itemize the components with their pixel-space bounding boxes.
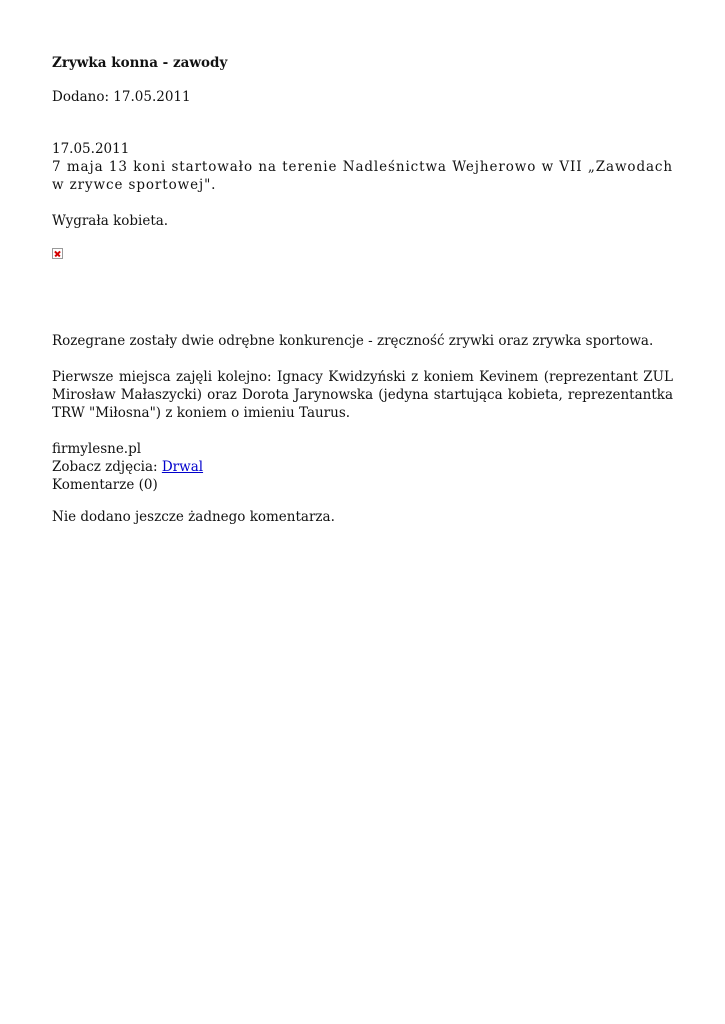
added-date: Dodano: 17.05.2011 <box>52 89 191 105</box>
comments-count: Komentarze (0) <box>52 477 158 493</box>
article-date: 17.05.2011 <box>52 141 130 157</box>
photos-link[interactable]: Drwal <box>161 459 204 475</box>
no-comments-text: Nie dodano jeszcze żadnego komentarza. <box>52 509 335 525</box>
broken-image-icon <box>52 248 63 259</box>
winner-paragraph: Wygrała kobieta. <box>52 213 169 229</box>
photos-label: Zobacz zdjęcia: <box>52 459 162 475</box>
article <box>52 54 673 526</box>
source-text: firmylesne.pl <box>52 441 142 457</box>
places-paragraph: Pierwsze miejsca zajęli kolejno: Ignacy Kwidzyński z koniem Kevinem (reprezentant ZUL Mirosław Małaszycki) oraz Dorota Jarynowska (jedyna startująca kobieta, reprezentantka TRW "Miłosna") z koniem o imieniu Taurus. <box>52 369 673 421</box>
article-image <box>52 246 673 316</box>
competitions-paragraph: Rozegrane zostały dwie odrębne konkurencje - zręczność zrywki oraz zrywka sportowa. <box>52 333 654 349</box>
photos-line <box>52 458 673 476</box>
article-lead: 7 maja 13 koni startowało na terenie Nadleśnictwa Wejherowo w VII „Zawodach w zrywce sportowej". <box>52 159 673 193</box>
article-title: Zrywka konna - zawody <box>52 55 228 71</box>
